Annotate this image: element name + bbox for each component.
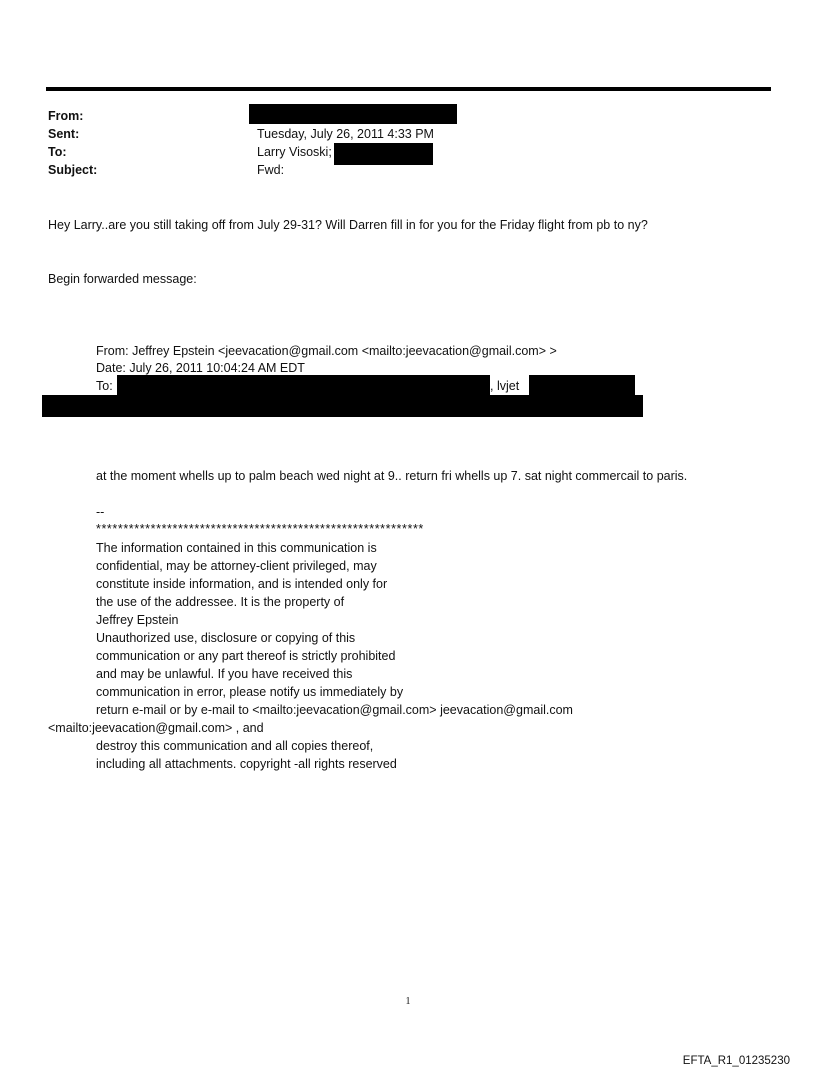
forwarded-date: Date: July 26, 2011 10:04:24 AM EDT — [96, 361, 305, 375]
forwarded-to-label: To: — [96, 379, 113, 393]
disclaimer-line: Unauthorized use, disclosure or copying of this — [96, 631, 356, 645]
subject-label: Subject: — [48, 163, 98, 177]
redaction-forwarded-to-2 — [529, 375, 635, 397]
page-number: 1 — [405, 996, 411, 1007]
redaction-from — [249, 104, 457, 124]
disclaimer-line: The information contained in this communication is — [96, 541, 377, 555]
signature-stars: ************************************************************ — [96, 522, 424, 536]
sent-value: Tuesday, July 26, 2011 4:33 PM — [257, 127, 434, 141]
disclaimer-line: return e-mail or by e-mail to <mailto:jeevacation@gmail.com> jeevacation@gmail.com — [96, 703, 573, 717]
signature-dash: -- — [96, 505, 105, 519]
forwarded-to-fragment: , lvjet — [490, 379, 520, 393]
message-text: Hey Larry..are you still taking off from July 29-31? Will Darren fill in for you for the Friday flight from pb to ny? — [48, 218, 648, 232]
forward-intro: Begin forwarded message: — [48, 272, 197, 286]
to-value: Larry Visoski; — [257, 145, 332, 159]
disclaimer-line: communication in error, please notify us immediately by — [96, 685, 404, 699]
disclaimer-line: <mailto:jeevacation@gmail.com> , and — [48, 721, 264, 735]
redaction-forwarded-to-3 — [42, 395, 643, 417]
redaction-to — [334, 143, 433, 165]
from-label: From: — [48, 109, 84, 123]
disclaimer-line: confidential, may be attorney-client privileged, may — [96, 559, 377, 573]
disclaimer-line: including all attachments. copyright -all rights reserved — [96, 757, 397, 771]
disclaimer-line: communication or any part thereof is strictly prohibited — [96, 649, 396, 663]
subject-value: Fwd: — [257, 163, 285, 177]
disclaimer-line: constitute inside information, and is intended only for — [96, 577, 388, 591]
sent-label: Sent: — [48, 127, 80, 141]
redaction-forwarded-to-1 — [117, 375, 490, 397]
disclaimer-line: destroy this communication and all copies thereof, — [96, 739, 374, 753]
forwarded-message: at the moment whells up to palm beach wed night at 9.. return fri whells up 7. sat night commercail to paris. — [96, 469, 688, 483]
forwarded-from: From: Jeffrey Epstein <jeevacation@gmail.com <mailto:jeevacation@gmail.com> > — [96, 344, 557, 358]
bates-number: EFTA_R1_01235230 — [682, 1055, 790, 1067]
disclaimer-line: and may be unlawful. If you have received this — [96, 667, 353, 681]
disclaimer-line: Jeffrey Epstein — [96, 613, 179, 627]
header-rule — [46, 87, 771, 91]
to-label: To: — [48, 145, 67, 159]
disclaimer-line: the use of the addressee. It is the property of — [96, 595, 345, 609]
